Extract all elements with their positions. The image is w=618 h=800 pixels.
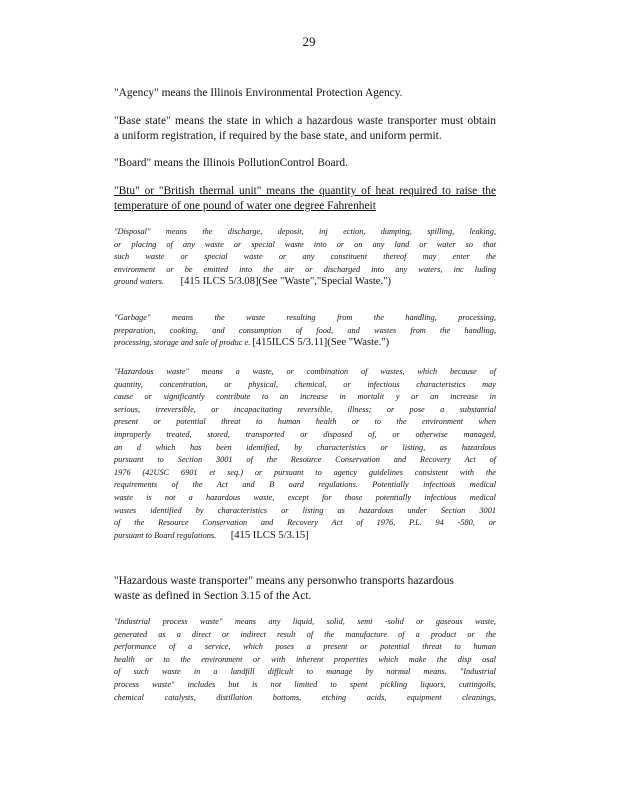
definition-line: "Disposal" means the discharge, deposit, inj ection, dumping, spilling, leaking, <box>114 227 496 236</box>
definition-disposal <box>114 226 496 289</box>
definition-line: present or potential threat to human health or to the environment when <box>114 417 496 427</box>
definition-hazardous-waste <box>114 366 496 542</box>
definition-base-state <box>114 114 496 144</box>
definition-line: of such waste in a landfill difficult to manage by normal means. "Industrial <box>114 667 496 677</box>
definition-hazardous-waste-transporter <box>114 574 496 604</box>
definition-line: or placing of any waste or special waste into or on any land or water so that <box>114 239 496 249</box>
definition-line: a uniform registration, if required by the base state, and uniform permit. <box>114 130 442 142</box>
definition-line: performance of a service, which poses a present or potential threat to human <box>114 642 496 652</box>
definition-line: health or to the environment or with inherent properties which make the disp osal <box>114 654 496 664</box>
definition-agency <box>114 86 496 101</box>
definition-line: waste as defined in Section 3.15 of the Act. <box>114 590 312 602</box>
definition-line: process waste" includes but is not limited to spent pickling liquors, cuttingoils, <box>114 679 496 689</box>
definition-line: "Btu" or "British thermal unit" means the quantity of heat required to raise the <box>114 185 496 197</box>
definition-line: requirements of the Act and B oard regulations. Potentially infectious medical <box>114 480 496 490</box>
definition-line: pursuant to Section 3001 of the Resource Conservation and Recovery Act of <box>114 455 496 465</box>
definition-line <box>114 276 496 289</box>
definition-line: "Hazardous waste" means a waste, or combination of wastes, which because of <box>114 367 496 376</box>
definition-line: "Agency" means the Illinois Environmental Protection Agency. <box>114 87 403 99</box>
definition-line: generated as a direct or indirect result of the manufacture of a product or the <box>114 629 496 639</box>
statute-citation: [415 ILCS 5/3.08](See "Waste","Special Waste.") <box>180 276 391 288</box>
definition-line: preparation, cooking, and consumption of food, and wastes from the handling, <box>114 325 496 335</box>
statute-citation: [415ILCS 5/3.11](See "Waste.") <box>252 337 390 349</box>
statute-citation: [415 ILCS 5/3.15] <box>230 529 309 541</box>
definition-line: "Garbage" means the waste resulting from the handling, processing, <box>114 313 496 322</box>
definition-line: an d which has been identified, by characteristics or listing, as hazardous <box>114 442 496 452</box>
definition-line: chemical catalysts, distillation bottoms, etching acids, equipment cleanings, <box>114 692 496 702</box>
definition-garbage <box>114 312 496 350</box>
definition-line-text: ground waters. <box>114 277 164 287</box>
definition-line: environment or be emitted into the air or discharged into any waters, inc luding <box>114 264 496 274</box>
definition-line: "Board" means the Illinois PollutionControl Board. <box>114 157 348 169</box>
definition-line: quantity, concentration, or physical, chemical, or infectious characteristics may <box>114 379 496 389</box>
definition-line: waste is not a hazardous waste, except for those potentially infectious medical <box>114 492 496 502</box>
definition-line: wastes identified by characteristics or listing as hazardous under Section 3001 <box>114 505 496 515</box>
definition-line: improperly treated, stored, transported or disposed of, or otherwise managed, <box>114 429 496 439</box>
definition-line <box>114 337 496 350</box>
definition-btu <box>114 184 496 214</box>
definition-line: such waste or special waste or any constituent thereof may enter the <box>114 252 496 262</box>
definition-line-text: pursuant to Board regulations. <box>114 530 217 540</box>
page-number: 29 <box>302 34 316 49</box>
definition-line: temperature of one pound of water one degree Fahrenheit <box>114 200 376 212</box>
definition-line-text: processing, storage and sale of produc e. <box>114 338 251 348</box>
definition-line: serious, irreversible, or incapacitating reversible, illness; or pose a substantial <box>114 404 496 414</box>
definition-line: 1976 (42USC 6901 et seq.) or pursuant to agency guidelines consistent with the <box>114 467 496 477</box>
definition-board <box>114 156 496 171</box>
definition-line: "Hazardous waste transporter" means any personwho transports hazardous <box>114 575 454 587</box>
definition-line: of the Resource Conservation and Recovery Act of 1976, P.L. 94 -580, or <box>114 518 496 528</box>
definition-line: "Industrial process waste" means any liquid, solid, semi -solid or gaseous waste, <box>114 617 496 626</box>
definition-line: "Base state" means the state in which a hazardous waste transporter must obtain <box>114 115 496 127</box>
definition-line <box>114 530 496 543</box>
definition-industrial-process-waste <box>114 616 496 704</box>
definition-line: cause or significantly contribute to an increase in mortalit y or an increase in <box>114 392 496 402</box>
